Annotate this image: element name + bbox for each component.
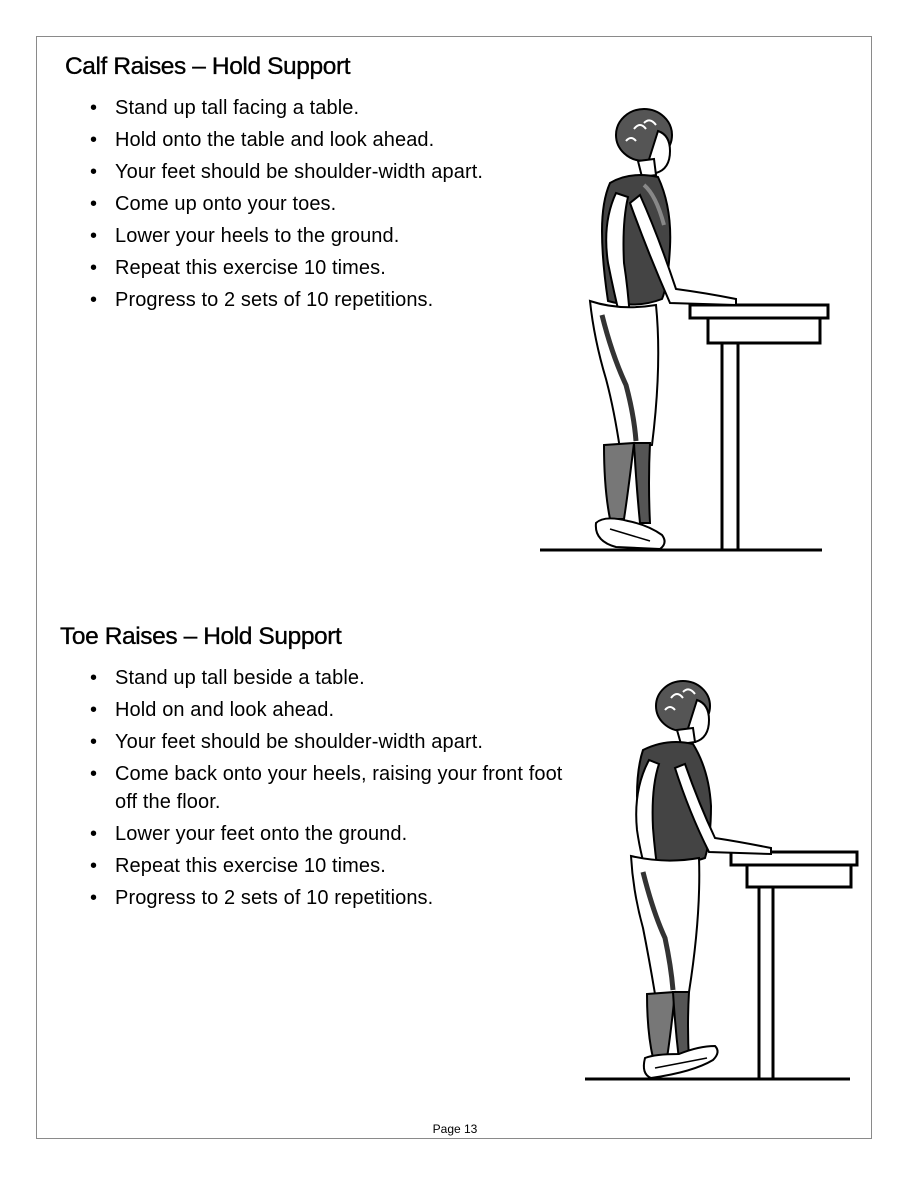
list-item: • Lower your heels to the ground. [89, 222, 559, 250]
list-item: • Repeat this exercise 10 times. [89, 254, 559, 282]
list-item: • Hold onto the table and look ahead. [89, 126, 559, 154]
calf-raises-steps [89, 94, 559, 318]
list-item: • Lower your feet onto the ground. [89, 820, 589, 848]
list-item: • Stand up tall beside a table. [89, 664, 589, 692]
list-item: • Stand up tall facing a table. [89, 94, 559, 122]
list-item: • Progress to 2 sets of 10 repetitions. [89, 286, 559, 314]
list-item: • Hold on and look ahead. [89, 696, 589, 724]
person-calf-raise-illustration [540, 105, 840, 557]
list-item: • Progress to 2 sets of 10 repetitions. [89, 884, 589, 912]
list-item: • Your feet should be shoulder-width apart. [89, 158, 559, 186]
toe-raises-title: Toe Raises – Hold Support [60, 623, 342, 650]
person-toe-raise-illustration [585, 676, 860, 1086]
toe-raises-steps [89, 664, 589, 916]
list-item: • Come up onto your toes. [89, 190, 559, 218]
list-item: • Repeat this exercise 10 times. [89, 852, 589, 880]
list-item: • Come back onto your heels, raising your front foot off the floor. [89, 760, 589, 816]
page-number: Page 13 [432, 1122, 478, 1136]
list-item: • Your feet should be shoulder-width apart. [89, 728, 589, 756]
calf-raises-title: Calf Raises – Hold Support [65, 53, 351, 80]
